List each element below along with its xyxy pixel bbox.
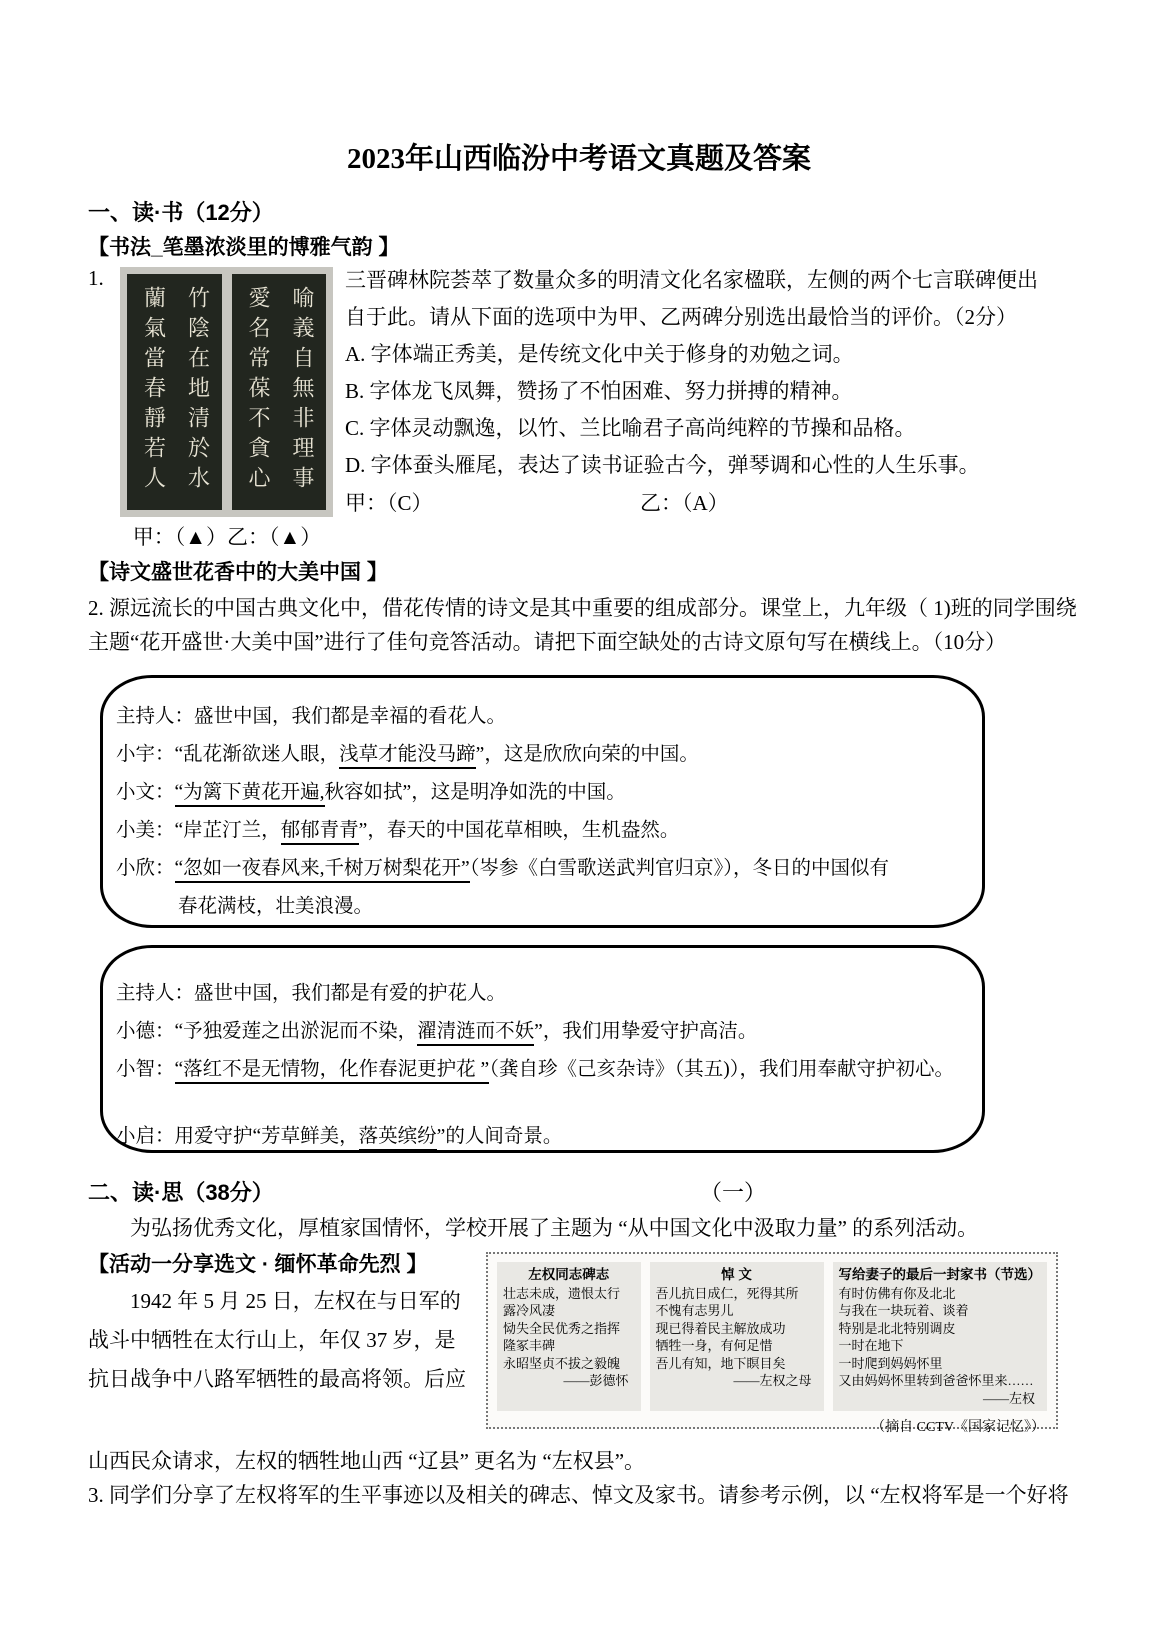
part-one-label: （一） [700, 1180, 767, 1205]
memorial-texts-box [486, 1252, 1058, 1435]
text-line: 自于此。请从下面的选项中为甲、乙两碑分别选出最恰当的评价。（2分） [345, 305, 1017, 329]
dialog-text: 小美：“岸芷汀兰， [116, 820, 281, 841]
memorial-column-title: 左权同志碑志 [528, 1267, 610, 1282]
biography-paragraph [88, 1282, 478, 1399]
calligraphy-column: 喻義自無非理事 [290, 286, 315, 496]
dialog-line [116, 698, 970, 736]
text-line: A. 字体端正秀美，是传统文化中关于修身的劝勉之词。 [345, 342, 854, 366]
calligraphy-section-label: 【书法_笔墨浓淡里的博雅气韵 】 [88, 236, 400, 259]
memorial-column-title: 写给妻子的最后一封家书（节选） [838, 1267, 1041, 1282]
calligraphy-column: 蘭氣當春靜若人 [141, 286, 167, 496]
memorial-line: 特别是北北特别调皮 [838, 1320, 956, 1336]
filled-blank-answer: 郁郁青青 [281, 820, 359, 845]
text-line: D. 字体蚕头雁尾，表达了读书证验古今，弹琴调和心性的人生乐事。 [345, 453, 980, 477]
text-line: 三晋碑林院荟萃了数量众多的明清文化名家楹联，左侧的两个七言联碑便出 [345, 268, 1038, 292]
section1-heading: 一、读·书（12分） [88, 200, 274, 225]
memorial-attribution: ——左权之母 [733, 1373, 812, 1388]
dialog-text: （岑参《白雪歌送武判官归京》），冬日的中国似有 [469, 858, 889, 879]
memorial-line: 吾儿抗日成仁，死得其所 [655, 1285, 799, 1301]
dialog-line [116, 850, 970, 888]
memorial-line: 一时爬到妈妈怀里 [838, 1355, 943, 1371]
dialog-line [116, 975, 970, 1013]
memorial-line: 隆冢丰碑 [503, 1338, 556, 1353]
memorial-line: 一时在地下 [838, 1338, 904, 1353]
memorial-line: 吾儿有知，地下瞑目矣 [655, 1355, 786, 1371]
dialog-line [116, 736, 970, 774]
memorial-column [833, 1262, 1048, 1411]
dialog-line [116, 1118, 970, 1156]
calligraphy-panel-yi [232, 274, 327, 510]
memorial-line: 又由妈妈怀里转到爸爸怀里来…… [838, 1373, 1034, 1388]
memorial-source: （摘自 CCTV《国家记忆》） [871, 1420, 1045, 1435]
filled-blank-answer: 濯清涟而不妖 [417, 1021, 534, 1046]
dialog-box-2 [100, 945, 985, 1153]
text-line: C. 字体灵动飘逸，以竹、兰比喻君子高尚纯粹的节操和品格。 [345, 416, 916, 440]
dialog-text: （龚自珍《己亥杂诗》（其五)），我们用奉献守护初心。 [489, 1059, 954, 1080]
calligraphy-column: 愛名常葆不貪心 [246, 286, 271, 496]
question1-answer-jia: 甲：（C） [345, 491, 433, 515]
dialog-text: 小文： [116, 782, 175, 803]
activity-one-label: 【活动一分享选文 · 缅怀革命先烈 】 [88, 1253, 428, 1276]
memorial-columns [497, 1262, 1047, 1411]
dialog-text: 秋容如拭”，这是明净如洗的中国。 [324, 782, 626, 803]
text-line: 1942 年 5 月 25 日，左权在与日军的 [130, 1289, 461, 1313]
dialog-line [116, 774, 970, 812]
dialog-text: ”的人间奇景。 [436, 1126, 563, 1147]
dialog-text: 主持人：盛世中国，我们都是幸福的看花人。 [116, 706, 507, 727]
text-line: B. 字体龙飞凤舞，赞扬了不怕困难、努力拼搏的精神。 [345, 379, 853, 403]
question2-line1: 2. 源远流长的中国古典文化中，借花传情的诗文是其中重要的组成部分。课堂上，九年级（ 1)班的同学围绕 [88, 596, 1077, 620]
memorial-column [650, 1262, 824, 1411]
dialog-line [116, 888, 970, 926]
question3-line: 3. 同学们分享了左权将军的生平事迹以及相关的碑志、悼文及家书。请参考示例，以 “左权将军是一个好将 [88, 1483, 1069, 1507]
calligraphy-caption: 甲：（▲）乙：（▲） [132, 525, 322, 549]
question1-number: 1. [88, 266, 104, 290]
dialog-line [116, 1051, 970, 1089]
question1-text [345, 262, 1038, 484]
dialog-line [116, 1013, 970, 1051]
memorial-line: 永昭坚贞不拔之毅魄 [503, 1355, 621, 1371]
page-title: 2023年山西临汾中考语文真题及答案 [346, 143, 811, 175]
county-rename-line: 山西民众请求，左权的牺牲地山西 “辽县” 更名为 “左权县”。 [88, 1449, 646, 1473]
section2-intro: 为弘扬优秀文化，厚植家国情怀，学校开展了主题为 “从中国文化中汲取力量” 的系列活动。 [130, 1216, 979, 1240]
filled-blank-answer: 浅草才能没马蹄 [339, 744, 476, 769]
text-line: 抗日战争中八路军牺牲的最高将领。后应 [88, 1367, 466, 1391]
dialog-text: 春花满枝，壮美浪漫。 [178, 896, 374, 917]
dialog-text: 小宇：“乱花渐欲迷人眼， [116, 744, 340, 765]
calligraphy-panel-jia [127, 274, 222, 510]
section2-heading: 二、读·思（38分） [88, 1180, 274, 1205]
memorial-line: 有时仿佛有你及北北 [838, 1285, 956, 1301]
filled-blank-answer: “忽如一夜春风来,千树万树梨花开” [175, 858, 470, 883]
text-line: 战斗中牺牲在太行山上，年仅 37 岁，是 [88, 1328, 456, 1352]
dialog-text: 主持人：盛世中国，我们都是有爱的护花人。 [116, 983, 507, 1004]
calligraphy-column: 竹陰在地清於水 [185, 286, 211, 496]
dialog-box-1 [100, 675, 985, 928]
memorial-column-title: 悼 文 [721, 1267, 752, 1282]
memorial-attribution: ——左权 [982, 1390, 1035, 1406]
memorial-line: 与我在一块玩着、谈着 [838, 1303, 969, 1318]
question1-answer-yi: 乙：（A） [640, 491, 729, 515]
filled-blank-answer: “为篱下黄花开遍, [175, 782, 325, 807]
memorial-line: 壮志未成，遗恨太行 [503, 1285, 621, 1301]
calligraphy-photo [120, 267, 333, 517]
dialog-text: 小欣： [116, 858, 175, 879]
memorial-line: 不愧有志男儿 [655, 1303, 734, 1318]
filled-blank-answer: 落英缤纷 [359, 1126, 437, 1151]
poetry-section-label: 【诗文盛世花香中的大美中国 】 [88, 561, 388, 584]
dialog-text: ”，我们用挚爱守护高洁。 [534, 1021, 758, 1042]
dialog-line [116, 812, 970, 850]
question2-line2: 主题“花开盛世·大美中国”进行了佳句竞答活动。请把下面空缺处的古诗文原句写在横线上。（10分） [88, 630, 1007, 654]
memorial-line: 露冷风凄 [503, 1303, 556, 1318]
dialog-text: 小启：用爱守护“芳草鲜美， [116, 1126, 359, 1147]
memorial-line: 恸失全民优秀之指挥 [503, 1320, 621, 1336]
dialog-text: ”，春天的中国花草相映，生机盎然。 [358, 820, 680, 841]
dialog-text: 小智： [116, 1059, 175, 1080]
memorial-column [497, 1262, 641, 1411]
memorial-line: 现已得着民主解放成功 [655, 1320, 786, 1336]
dialog-text: ”，这是欣欣向荣的中国。 [475, 744, 699, 765]
dialog-text: 小德：“予独爱莲之出淤泥而不染， [116, 1021, 418, 1042]
memorial-line: 牺牲一身，有何足惜 [655, 1338, 773, 1353]
filled-blank-answer: “落红不是无情物，化作春泥更护花 ” [175, 1059, 490, 1084]
memorial-attribution: ——彭德怀 [563, 1373, 629, 1388]
